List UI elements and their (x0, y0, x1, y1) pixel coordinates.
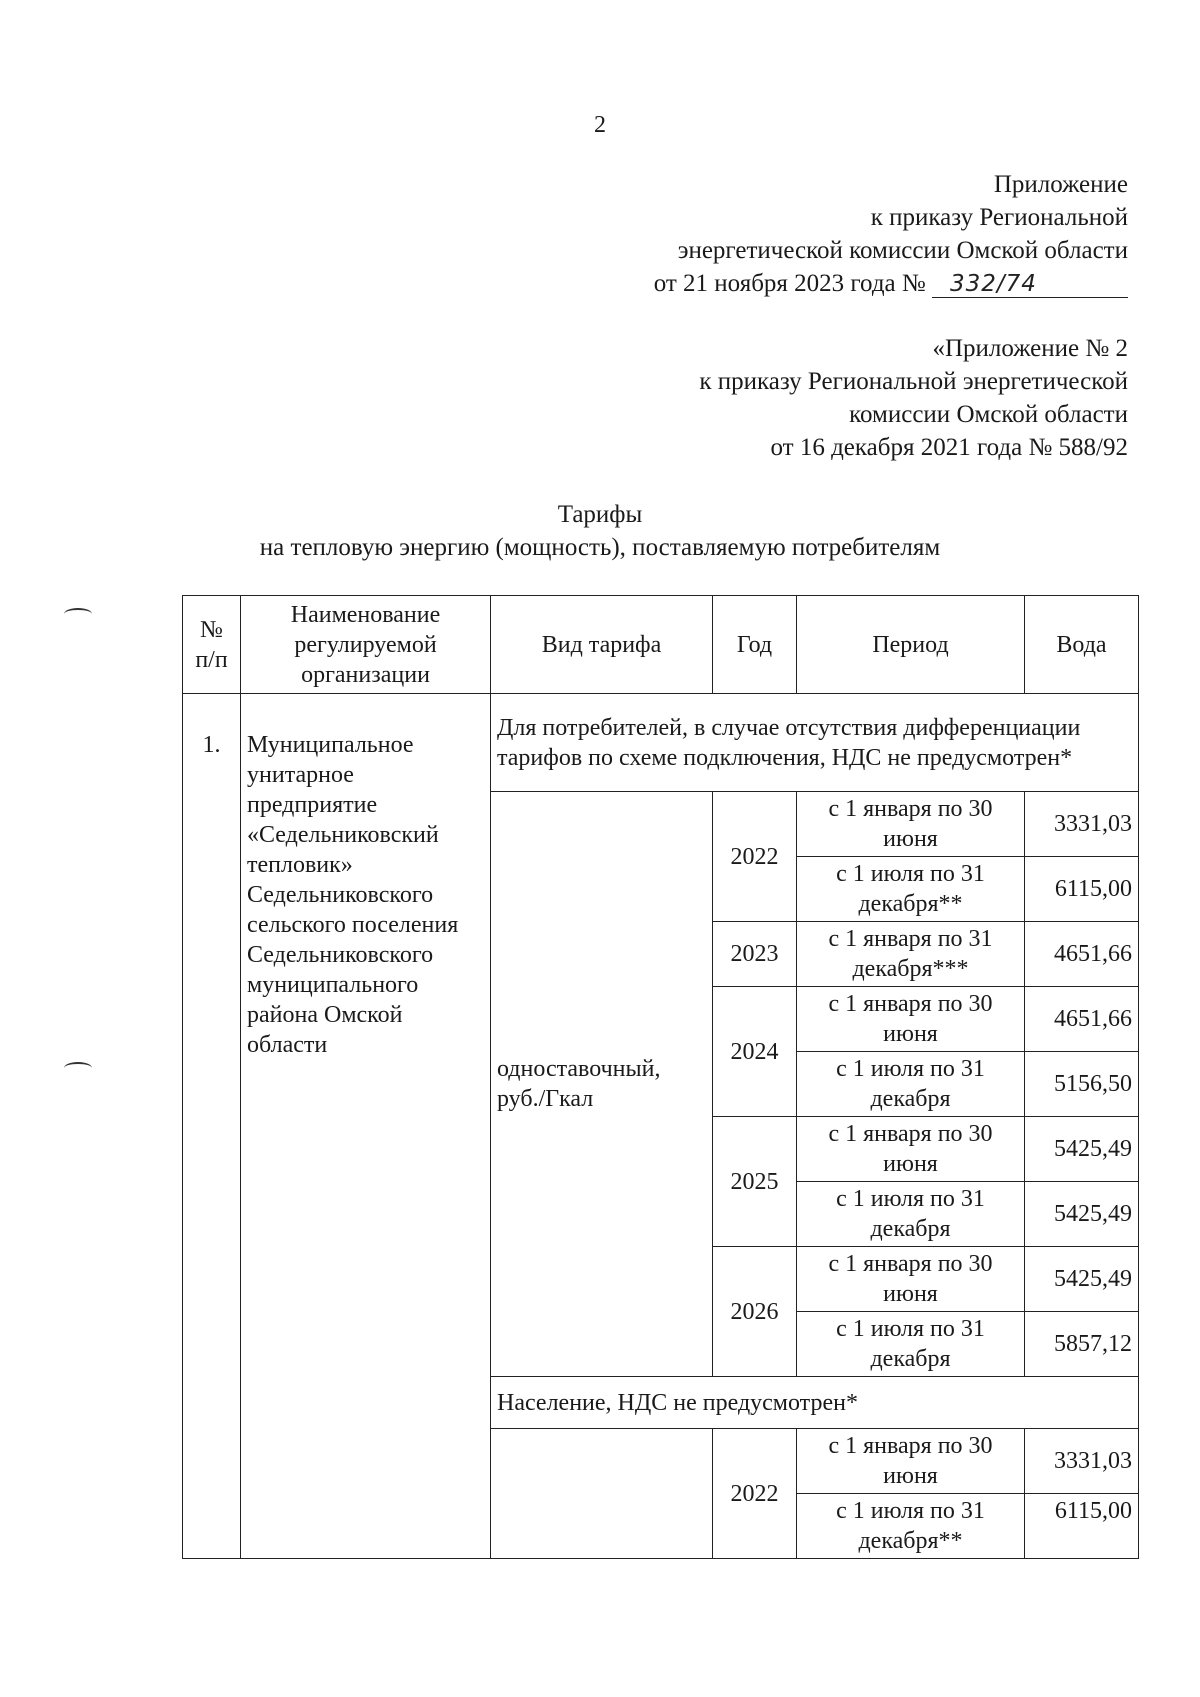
appendix2-line: «Приложение № 2 (932, 335, 1128, 362)
header-num: № п/п (183, 596, 241, 694)
header-type: Вид тарифа (491, 596, 713, 694)
period-cell: с 1 июля по 31 декабря (797, 1052, 1025, 1117)
period-cell: с 1 января по 30 июня (797, 1117, 1025, 1182)
year-cell: 2026 (713, 1247, 797, 1377)
period-cell: с 1 января по 30 июня (797, 792, 1025, 857)
appendix-header (654, 168, 1128, 300)
value-cell: 5425,49 (1025, 1247, 1139, 1312)
period-cell: с 1 января по 31 декабря*** (797, 922, 1025, 987)
tariff-table (182, 595, 1139, 1559)
appendix-line: Приложение (993, 171, 1128, 198)
value-cell: 6115,00 (1025, 1494, 1139, 1559)
value-cell: 5857,12 (1025, 1312, 1139, 1377)
tariff-type-empty (491, 1429, 713, 1559)
period-cell: с 1 июля по 31 декабря** (797, 857, 1025, 922)
value-cell: 4651,66 (1025, 987, 1139, 1052)
value-cell: 5425,49 (1025, 1117, 1139, 1182)
year-cell: 2025 (713, 1117, 797, 1247)
appendix-line (654, 267, 1128, 300)
document-title (0, 498, 1200, 564)
period-cell: с 1 июля по 31 декабря (797, 1182, 1025, 1247)
order-date: от 21 ноября 2023 года № (653, 270, 926, 297)
header-year: Год (713, 596, 797, 694)
handwritten-order-number: 332/74 (932, 271, 1128, 298)
period-cell: с 1 января по 30 июня (797, 1429, 1025, 1494)
appendix2-line: комиссии Омской области (849, 401, 1128, 428)
appendix2-header (699, 332, 1128, 464)
appendix2-line: к приказу Региональной энергетической (699, 368, 1128, 395)
scan-mark (64, 608, 92, 620)
appendix-line: к приказу Региональной (870, 204, 1128, 231)
value-cell: 5156,50 (1025, 1052, 1139, 1117)
value-cell: 3331,03 (1025, 792, 1139, 857)
header-water: Вода (1025, 596, 1139, 694)
table-header-row (183, 596, 1139, 694)
appendix2-line: от 16 декабря 2021 года № 588/92 (770, 434, 1128, 461)
group2-title: Население, НДС не предусмотрен* (491, 1377, 1139, 1429)
group1-title: Для потребителей, в случае отсутствия дифференциации тарифов по схеме подключения, НДС не предусмотрен* (491, 694, 1139, 792)
appendix-line: энергетической комиссии Омской области (677, 237, 1128, 264)
title-line: Тарифы (557, 501, 643, 528)
period-cell: с 1 июля по 31 декабря** (797, 1494, 1025, 1559)
header-org: Наименование регулируемой организации (241, 596, 491, 694)
period-cell: с 1 января по 30 июня (797, 1247, 1025, 1312)
period-cell: с 1 июля по 31 декабря (797, 1312, 1025, 1377)
page-number: 2 (594, 112, 606, 138)
value-cell: 6115,00 (1025, 857, 1139, 922)
value-cell: 3331,03 (1025, 1429, 1139, 1494)
tariff-type: одноставочный, руб./Гкал (491, 792, 713, 1377)
scan-mark (64, 1062, 92, 1074)
year-cell: 2022 (713, 792, 797, 922)
year-cell: 2024 (713, 987, 797, 1117)
row-number: 1. (183, 694, 241, 1559)
group1-title-row (183, 694, 1139, 792)
year-cell: 2022 (713, 1429, 797, 1559)
title-subline: на тепловую энергию (мощность), поставляемую потребителям (259, 534, 941, 561)
organization-name: Муниципальное унитарное предприятие «Седельниковский тепловик» Седельниковского сельского поселения Седельниковского муниципального района Омской области (241, 694, 491, 1559)
header-period: Период (797, 596, 1025, 694)
value-cell: 4651,66 (1025, 922, 1139, 987)
period-cell: с 1 января по 30 июня (797, 987, 1025, 1052)
value-cell: 5425,49 (1025, 1182, 1139, 1247)
year-cell: 2023 (713, 922, 797, 987)
